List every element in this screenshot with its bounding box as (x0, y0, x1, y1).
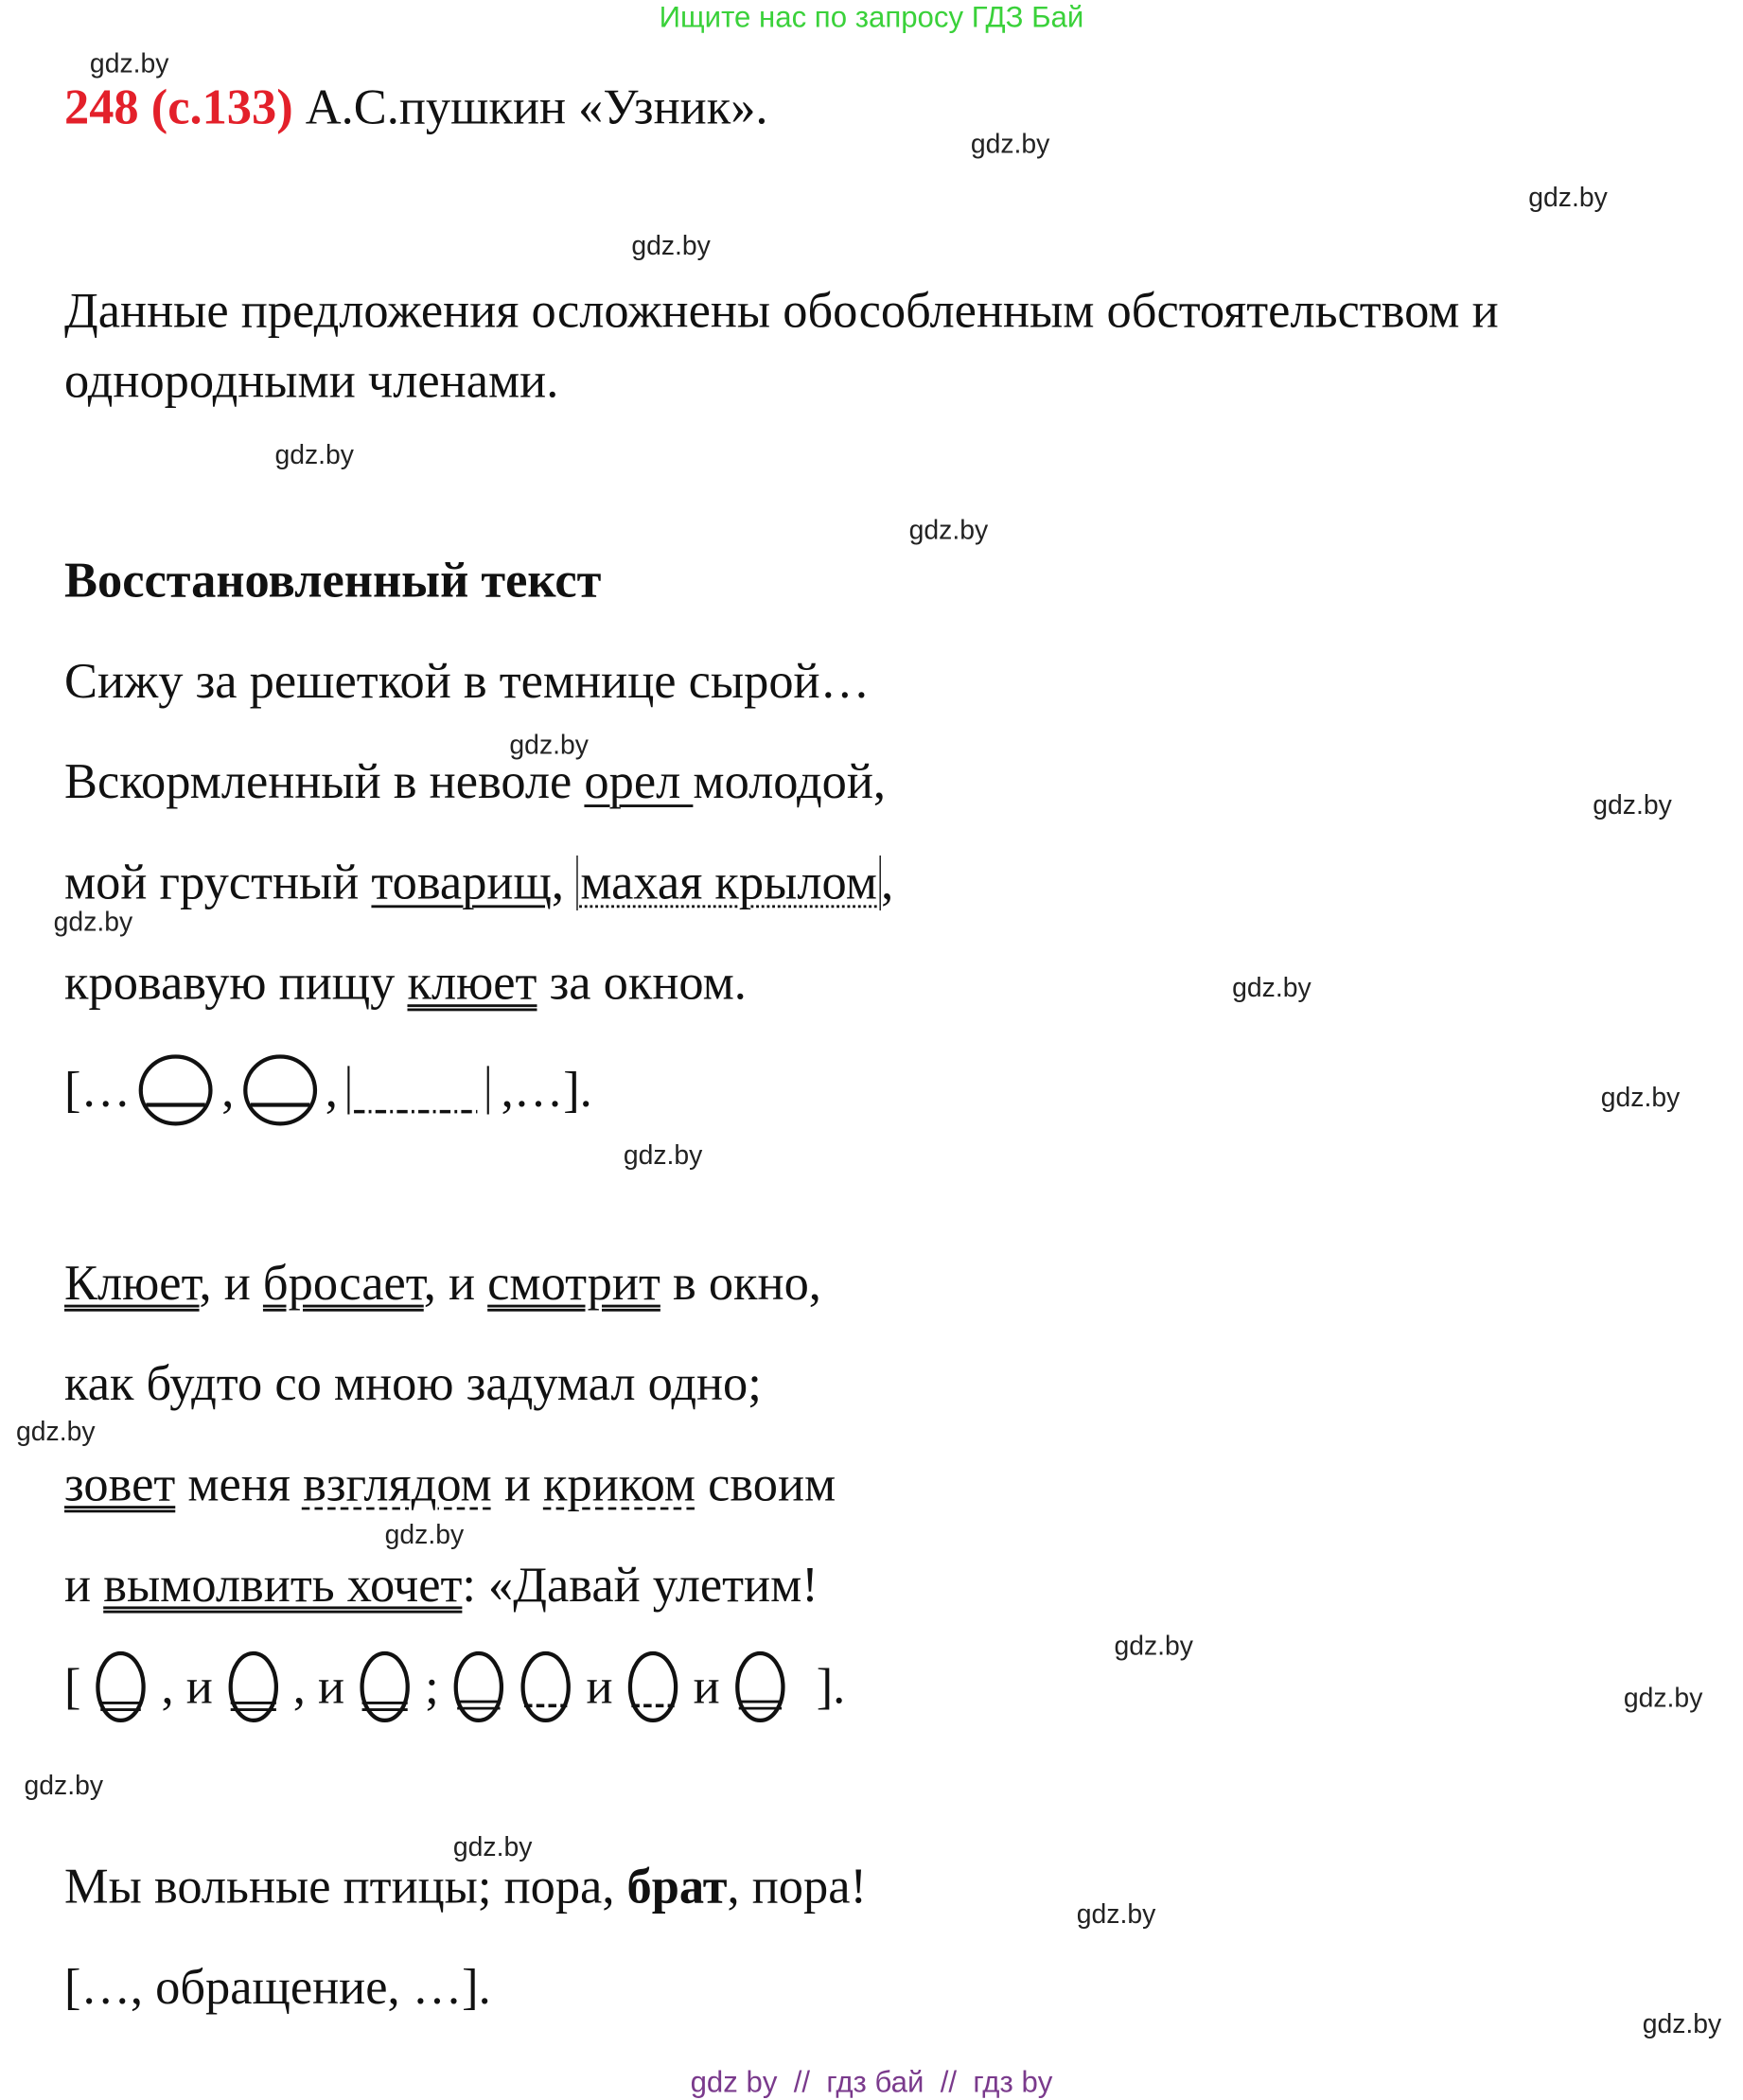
predicate: зовет (64, 1457, 176, 1513)
watermark: gdz.by (1114, 1632, 1193, 1662)
subject: орел (584, 754, 694, 810)
task-number: 248 (с.133) (64, 80, 293, 136)
poem-line: как будто со мною задумал одно; (64, 1356, 762, 1412)
top-banner: Ищите нас по запросу ГДЗ Бай (659, 0, 1084, 34)
text: молодой, (693, 754, 887, 810)
watermark: gdz.by (1076, 1899, 1156, 1930)
object: взглядом (303, 1457, 492, 1513)
poem-line (64, 956, 747, 1012)
watermark: gdz.by (1642, 2009, 1722, 2040)
text: , и (199, 1256, 263, 1312)
watermark: gdz.by (623, 1140, 703, 1171)
text: Мы вольные птицы; пора, (64, 1860, 627, 1915)
text: за окном. (537, 956, 747, 1012)
oval-subject-icon (138, 1052, 213, 1127)
scheme-text: , (325, 1062, 338, 1118)
subject: товарищ (371, 855, 552, 911)
watermark: gdz.by (631, 232, 711, 262)
watermark: gdz.by (452, 1832, 533, 1863)
predicate: вымолвить хочет (103, 1558, 463, 1614)
scheme-text: ]. (816, 1659, 846, 1715)
predicate: Клюет (64, 1256, 200, 1312)
address-word: брат (626, 1860, 728, 1915)
sentence-scheme-1 (64, 1052, 592, 1127)
oval-predicate-icon (358, 1650, 412, 1724)
object: криком (543, 1457, 695, 1513)
poem-line (64, 1860, 867, 1915)
oval-subject-icon (242, 1052, 317, 1127)
intro-line-1: Данные предложения осложнены обособленным обстоятельством и (64, 284, 1499, 340)
watermark: gdz.by (908, 516, 989, 546)
oval-predicate-icon (452, 1650, 506, 1724)
text: меня (175, 1457, 304, 1513)
intro-line-2: однородными членами. (64, 354, 559, 410)
text: : «Давай улетим! (462, 1558, 819, 1614)
poem-line (64, 1256, 821, 1312)
sentence-scheme-2 (64, 1650, 845, 1724)
watermark: gdz.by (1600, 1083, 1681, 1114)
watermark: gdz.by (1232, 973, 1312, 1003)
watermark: gdz.by (89, 49, 169, 79)
predicate: бросает (262, 1256, 424, 1312)
watermark: gdz.by (970, 130, 1050, 160)
adverbial-phrase: махая крылом (576, 856, 881, 910)
watermark: gdz.by (1623, 1684, 1703, 1714)
watermark: gdz.by (1528, 184, 1608, 214)
text: мой грустный (64, 855, 372, 911)
predicate: смотрит (487, 1256, 660, 1312)
scheme-text: ; (425, 1659, 439, 1715)
text: и (64, 1558, 104, 1614)
text: в окно, (660, 1256, 821, 1312)
scheme-text: ,…]. (501, 1062, 592, 1118)
text: , и (423, 1256, 488, 1312)
poem-line (64, 1457, 836, 1513)
footer-watermark: gdz by // гдз бай // гдз by (690, 2065, 1053, 2099)
scheme-text: , и (292, 1659, 345, 1715)
predicate: клюет (407, 956, 537, 1012)
poem-line (64, 754, 887, 810)
scheme-text: [ (64, 1659, 81, 1715)
text: и (491, 1457, 544, 1513)
scheme-text: [… (64, 1062, 131, 1118)
watermark: gdz.by (384, 1520, 465, 1550)
watermark: gdz.by (509, 731, 589, 761)
oval-object-icon (626, 1650, 680, 1724)
scheme-text: и (693, 1659, 720, 1715)
oval-predicate-icon (95, 1650, 149, 1724)
adverbial-phrase-icon (345, 1052, 493, 1127)
section-heading: Восстановленный текст (64, 554, 602, 609)
poem-line (64, 855, 894, 911)
text: , пора! (727, 1860, 867, 1915)
watermark: gdz.by (274, 441, 354, 471)
watermark: gdz.by (16, 1417, 96, 1447)
text: кровавую пищу (64, 956, 408, 1012)
scheme-text: и (586, 1659, 613, 1715)
scheme-text: , и (161, 1659, 213, 1715)
oval-predicate-icon (733, 1650, 787, 1724)
watermark: gdz.by (53, 908, 133, 938)
text: , (881, 855, 894, 911)
task-title (64, 80, 768, 136)
text: Вскормленный в неволе (64, 754, 585, 810)
watermark: gdz.by (1593, 790, 1672, 821)
text: своим (695, 1457, 836, 1513)
sentence-scheme-3: […, обращение, …]. (64, 1960, 491, 2016)
poem-line (64, 1558, 819, 1614)
oval-predicate-icon (226, 1650, 280, 1724)
task-title-text: А.С.пушкин «Узник». (292, 80, 768, 136)
oval-object-icon (519, 1650, 573, 1724)
poem-line: Сижу за решеткой в темнице сырой… (64, 654, 871, 710)
scheme-text: , (221, 1062, 235, 1118)
text: , (551, 855, 577, 911)
watermark: gdz.by (24, 1771, 104, 1801)
